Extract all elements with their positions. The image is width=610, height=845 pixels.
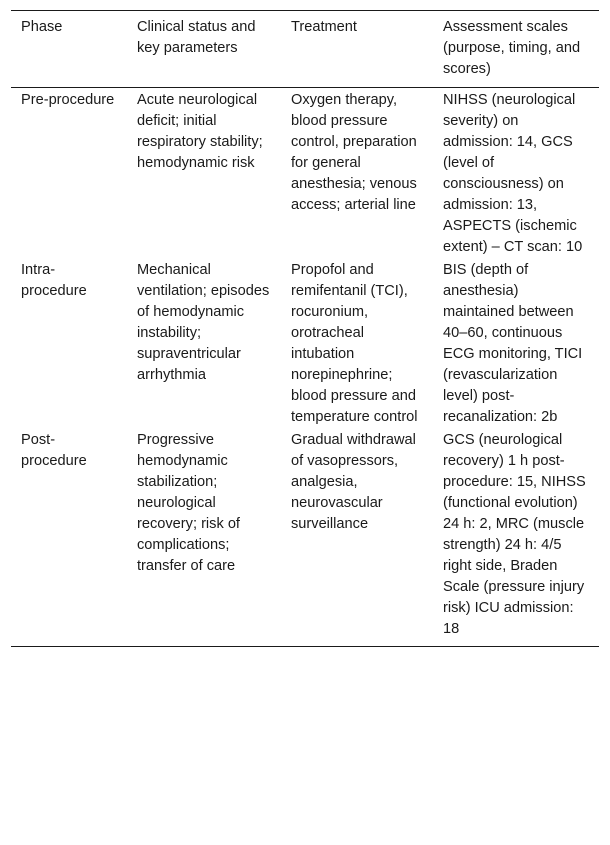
header-clinical-status: Clinical status and key parameters bbox=[137, 19, 256, 56]
table-body bbox=[11, 88, 599, 647]
header-assessment-scales: Assessment scales (purpose, timing, and scores) bbox=[443, 19, 581, 77]
header-row bbox=[11, 11, 599, 88]
table-row-pre-procedure bbox=[11, 88, 599, 260]
cell-clinical-status: Progressive hemodynamic stabilization; neurological recovery; risk of complications; transfer of care bbox=[137, 432, 240, 574]
table-header bbox=[11, 11, 599, 88]
header-phase: Phase bbox=[21, 19, 63, 35]
cell-assessment-scales: GCS (neurological recovery) 1 h post-procedure: 15, NIHSS (functional evolution) 24 h: 2, MRC (muscle strength) 24 h: 4/5 right side, Braden Scale (pressure injury risk) ICU admission: 18 bbox=[443, 432, 586, 637]
cell-clinical-status: Acute neurological deficit; initial respiratory stability; hemodynamic risk bbox=[137, 92, 263, 171]
cell-treatment: Gradual withdrawal of vasopressors, analgesia, neurovascular surveillance bbox=[291, 432, 416, 532]
cell-phase: Intra-procedure bbox=[21, 262, 87, 299]
table-row-intra-procedure bbox=[11, 259, 599, 429]
cell-clinical-status: Mechanical ventilation; episodes of hemodynamic instability; supraventricular arrhythmia bbox=[137, 262, 270, 383]
header-treatment: Treatment bbox=[291, 19, 357, 35]
cell-phase: Post-procedure bbox=[21, 432, 87, 469]
cell-assessment-scales: BIS (depth of anesthesia) maintained between 40–60, continuous ECG monitoring, TICI (revascularization level) post-recanalization: 2b bbox=[443, 262, 583, 425]
clinical-phases-table bbox=[11, 10, 599, 647]
table-row-post-procedure bbox=[11, 429, 599, 647]
cell-treatment: Oxygen therapy, blood pressure control, preparation for general anesthesia; venous access; arterial line bbox=[291, 92, 417, 213]
cell-assessment-scales: NIHSS (neurological severity) on admission: 14, GCS (level of consciousness) on admission: 13, ASPECTS (ischemic extent) – CT scan: 10 bbox=[443, 92, 583, 255]
cell-treatment: Propofol and remifentanil (TCI), rocuronium, orotracheal intubation norepinephrine; blood pressure and temperature control bbox=[291, 262, 418, 425]
cell-phase: Pre-procedure bbox=[21, 92, 115, 108]
